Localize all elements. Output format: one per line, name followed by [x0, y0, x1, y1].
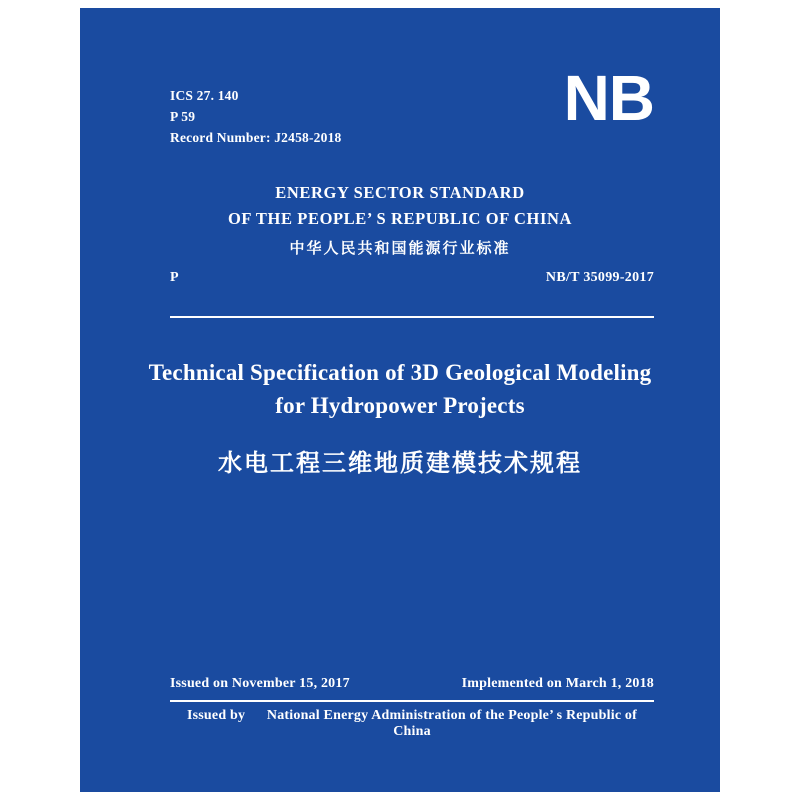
- standard-number: NB/T 35099-2017: [545, 270, 654, 285]
- organization-block: [128, 180, 672, 258]
- code-row: [170, 270, 654, 286]
- title-chinese: 水电工程三维地质建模技术规程: [218, 448, 582, 477]
- issued-by-label: Issued by: [186, 708, 246, 723]
- ics-line: ICS 27. 140: [170, 88, 239, 103]
- organization-line-1: ENERGY SECTOR STANDARD: [275, 183, 525, 202]
- classification-line: P 59: [170, 108, 196, 124]
- category-code: P: [170, 270, 179, 285]
- title-block: [128, 356, 672, 478]
- organization-line-chinese: 中华人民共和国能源行业标准: [289, 239, 511, 258]
- cover-content: [128, 8, 672, 792]
- title-english-line-2: for Hydropower Projects: [275, 393, 525, 419]
- nb-logo: NB: [563, 62, 654, 134]
- issuer-row: [170, 708, 654, 740]
- organization-line-2: OF THE PEOPLE’ S REPUBLIC OF CHINA: [227, 208, 573, 228]
- implemented-on-date: Implemented on March 1, 2018: [461, 676, 654, 691]
- record-number-line: Record Number: J2458-2018: [170, 129, 342, 145]
- title-english-line-1: Technical Specification of 3D Geological Modeling: [148, 360, 652, 385]
- issued-on-date: Issued on November 15, 2017: [170, 676, 350, 691]
- standard-cover-page: [80, 8, 720, 792]
- divider-top: [170, 316, 654, 318]
- dates-row: [170, 676, 654, 692]
- issued-by-value: National Energy Administration of the People’ s Republic of China: [266, 708, 637, 739]
- divider-bottom: [170, 700, 654, 702]
